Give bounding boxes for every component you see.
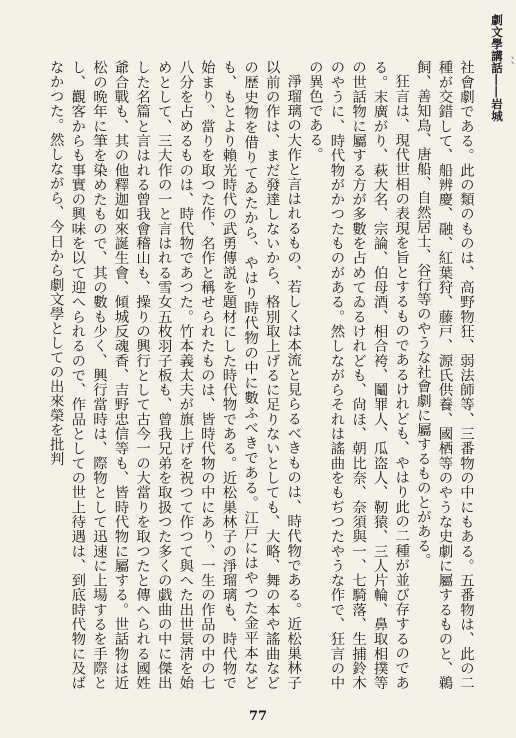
running-header: 劇文學講話――岩城 xyxy=(490,14,504,122)
paragraph: 狂言は、現代世相の表現を旨とするものであるけれども、やはり此の二種が並び存するのである。末廣がり、萩大名、宗論、伯母酒、相合袴、鬮罪人、瓜盗人、靭猿、三人片輪、鼻取相撲等の世話物に屬する方が多數を占めてゐるけれども、尙ほ、朝比奈、奈須與一、七騎落、生捕鈴木のやうに、時代物がかつたものがある。然しながらそれは謠曲をもぢつたやうな作で、狂言の中の異色である。 xyxy=(306,60,410,690)
main-text-block xyxy=(24,60,476,690)
paragraph: 社會劇である。此の類のものは、高野物狂、弱法師等、三番物の中にもある。五番物は、此の二種が交錯して、船辨慶、融、紅葉狩、藤戸、源氏供養、國栖等のやうな史劇に屬するものと、鵜飼、善知鳥、唐船、自然居士、谷行等のやうな社會劇に屬するものとがある。 xyxy=(414,60,474,690)
page-number: 77 xyxy=(248,709,268,724)
paragraph: 淨瑠璃の大作と言はれるもの、若しくは本流と見らるべきものは、時代物である。近松巣林子以前の作は、まだ發達しないから、格別取上げるに足りないとしても、大略、舞の本や謠曲などの歴史物を借りてゐたから、やはり時代物の中に數ふべきである。江戸にはやつた金平本なども、もとより賴光時代の武勇傳説を題材にした時代物である。近松巣林子の淨瑠璃も、時代物で始まり、當りを取つた作、名作と稱せられたものは、皆時代物の中にあり、一生の作品の中の七八分を占めるものは、時代物であつた。竹本義太夫が旗上げを祝つて作つて與へた出世景淸を始めとして、三大作の一と言はれる雪女五枚羽子板も、曾我兄弟を取扱つた多くの戯曲の中に傑出した名篇と言はれる曾我會稽山も、操りの興行として古今一の大當りを取つたと傳へられる國姓爺合戰も、其の他釋迦如來誕生會、傾城反魂香、吉野忠信等も、皆時代物に屬する。世話物は近松の晩年に筆を染めたもので、其の數も少く、興行當時は、際物として迅速に上場するを手際とし、觀客からも事實の興味を以て迎へられるので、作品としての世上待遇は、到底時代物に及ばなかつた。然しながら、今日から劇文學としての出來榮を批判 xyxy=(47,60,302,690)
margin-marks: 、、 xyxy=(502,56,513,71)
